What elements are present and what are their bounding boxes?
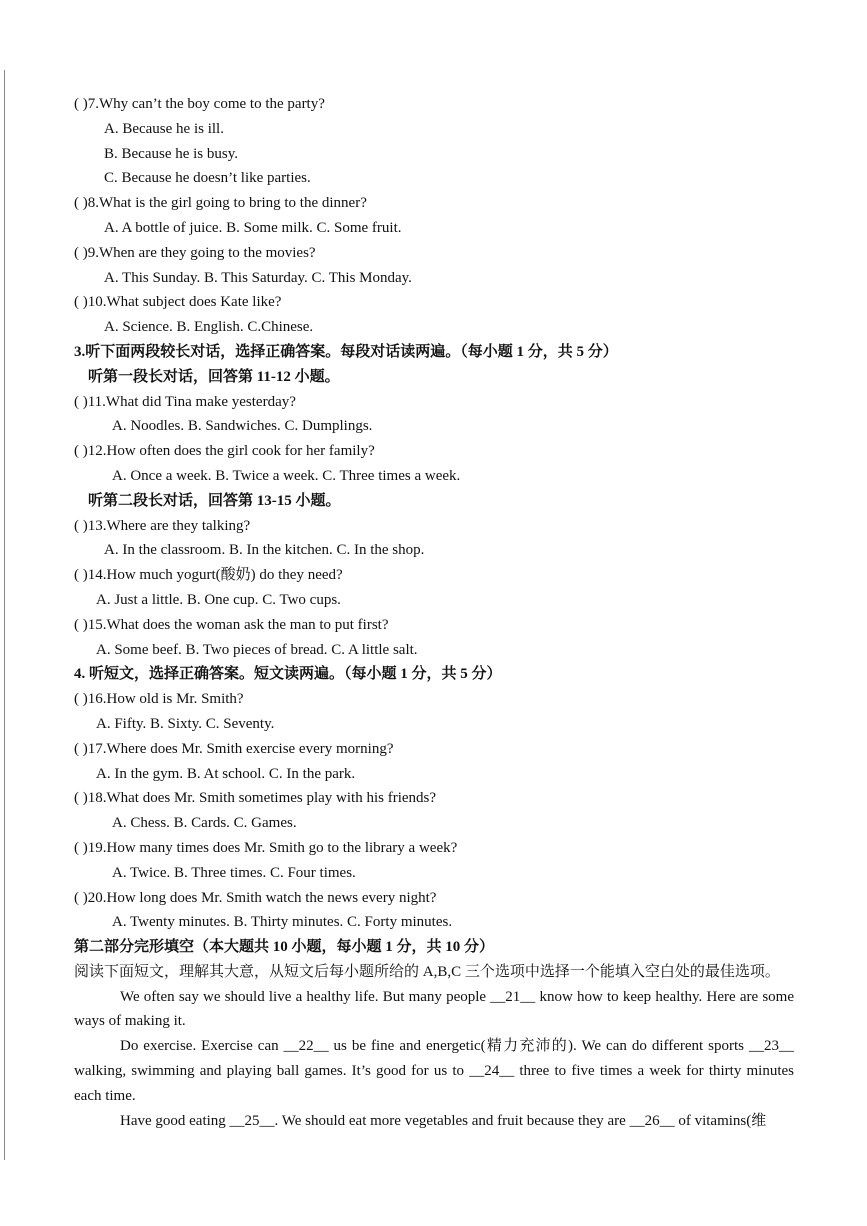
question-11: ( )11.What did Tina make yesterday? (74, 393, 296, 410)
question-18: ( )18.What does Mr. Smith sometimes play with his friends? (74, 790, 437, 807)
section-3-heading: 3.听下面两段较长对话，选择正确答案。每段对话读两遍。（每小题 1 分，共 5 分） (74, 343, 618, 360)
q7-option-b: B. Because he is busy. (104, 145, 239, 162)
page-edge-line (4, 70, 5, 1160)
part-2-title: 第二部分完形填空（本大题共 10 小题，每小题 1 分，共 10 分） (74, 939, 495, 956)
question-7: ( )7.Why can’t the boy come to the party? (74, 96, 325, 112)
question-15: ( )15.What does the woman ask the man to put first? (74, 616, 389, 633)
part-2-instruction: 阅读下面短文，理解其大意，从短文后每小题所给的 A,B,C 三个选项中选择一个能填入空白处的最佳选项。 (74, 963, 780, 980)
question-16: ( )16.How old is Mr. Smith? (74, 691, 244, 708)
question-19: ( )19.How many times does Mr. Smith go to the library a week? (74, 839, 458, 856)
q10-options: A. Science. B. English. C.Chinese. (104, 319, 314, 336)
question-9: ( )9.When are they going to the movies? (74, 244, 316, 261)
q16-options: A. Fifty. B. Sixty. C. Seventy. (96, 715, 275, 732)
q12-options: A. Once a week. B. Twice a week. C. Three times a week. (112, 467, 461, 484)
question-13: ( )13.Where are they talking? (74, 517, 251, 534)
section-3-sub-1: 听第一段长对话，回答第 11-12 小题。 (88, 368, 340, 385)
q7-option-a: A. Because he is ill. (104, 120, 224, 137)
q9-options: A. This Sunday. B. This Saturday. C. This Monday. (104, 269, 412, 286)
question-20: ( )20.How long does Mr. Smith watch the news every night? (74, 889, 437, 906)
section-3-sub-2: 听第二段长对话，回答第 13-15 小题。 (88, 492, 341, 509)
passage-paragraph-1: We often say we should live a healthy life. But many people __21__ know how to keep healthy. Here are some ways of making it. (74, 988, 794, 1030)
exam-content (74, 92, 794, 1133)
passage-paragraph-3: Have good eating __25__. We should eat more vegetables and fruit because they are __26__ of vitamins(维 (120, 1112, 767, 1129)
q7-option-c: C. Because he doesn’t like parties. (104, 170, 311, 187)
q13-options: A. In the classroom. B. In the kitchen. C. In the shop. (104, 542, 425, 559)
section-4-heading: 4. 听短文，选择正确答案。短文读两遍。（每小题 1 分，共 5 分） (74, 666, 502, 683)
question-12: ( )12.How often does the girl cook for her family? (74, 443, 375, 460)
q14-options: A. Just a little. B. One cup. C. Two cups. (96, 591, 341, 608)
q20-options: A. Twenty minutes. B. Thirty minutes. C. Forty minutes. (112, 914, 453, 931)
q8-options: A. A bottle of juice. B. Some milk. C. Some fruit. (104, 219, 402, 236)
q11-options: A. Noodles. B. Sandwiches. C. Dumplings. (112, 418, 373, 435)
question-8: ( )8.What is the girl going to bring to the dinner? (74, 195, 367, 212)
q15-options: A. Some beef. B. Two pieces of bread. C. A little salt. (96, 641, 418, 658)
question-14: ( )14.How much yogurt(酸奶) do they need? (74, 567, 343, 584)
passage-paragraph-2: Do exercise. Exercise can __22__ us be fine and energetic(精力充沛的). We can do different sports __23__ walking, swimming and playing ball games. It’s good for us to __24__ three to five times a week for thirty minutes each time. (74, 1038, 794, 1104)
q19-options: A. Twice. B. Three times. C. Four times. (112, 864, 356, 881)
q17-options: A. In the gym. B. At school. C. In the park. (96, 765, 356, 782)
question-17: ( )17.Where does Mr. Smith exercise every morning? (74, 740, 394, 757)
q18-options: A. Chess. B. Cards. C. Games. (112, 815, 297, 832)
question-10: ( )10.What subject does Kate like? (74, 294, 282, 311)
